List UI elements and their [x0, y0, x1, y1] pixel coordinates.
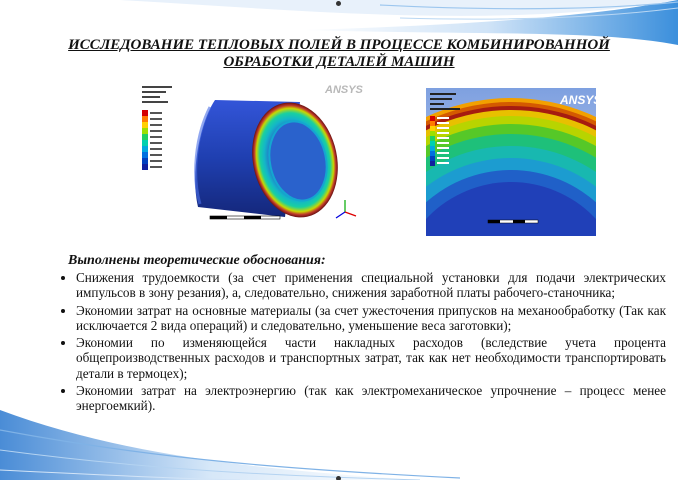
list-item: • Снижения трудоемкости (за счет применения специальной установки для подачи электрических импульсов в зону резания), а, следовательно, снижения заработной платы рабочего-станочника; [76, 270, 666, 301]
cylinder-model [195, 95, 348, 226]
handle-dot-bottom [336, 476, 341, 480]
subheading: Выполнены теоретические обоснования: [68, 253, 326, 268]
list-item: • Экономии по изменяющейся части накладных расходов (вследствие учета процента общепроизводственных расходов и транспортных затрат, так как нет необходимости транспортировать детали в термоцех); [76, 335, 666, 381]
right-simulation-figure [426, 88, 596, 236]
list-item: • Экономии затрат на электроэнергию (так как электромеханическое упрочнение – процесс менее энергоемкий). [76, 383, 666, 414]
list-item: • Экономии затрат на основные материалы (за счет ужесточения припусков на механообработку (Так как исключается 2 вида операций) и следовательно, уменьшение веса заготовки); [76, 303, 666, 334]
cross-section-bands [426, 98, 596, 236]
right-ansys-logo: ANSYS [560, 93, 602, 107]
right-scale-bar [488, 220, 538, 223]
slide-title: ИССЛЕДОВАНИЕ ТЕПЛОВЫХ ПОЛЕЙ В ПРОЦЕССЕ КОМБИНИРОВАННОЙ ОБРАБОТКИ ДЕТАЛЕЙ МАШИН [68, 37, 610, 70]
left-ansys-logo: ANSYS [325, 84, 363, 96]
left-color-legend [142, 110, 162, 170]
left-simulation-figure [140, 82, 370, 230]
left-scale-bar [210, 216, 280, 219]
left-info-text [142, 86, 172, 103]
handle-dot-top [336, 1, 341, 6]
bullet-list [60, 270, 666, 416]
axis-triad-icon [336, 200, 356, 218]
